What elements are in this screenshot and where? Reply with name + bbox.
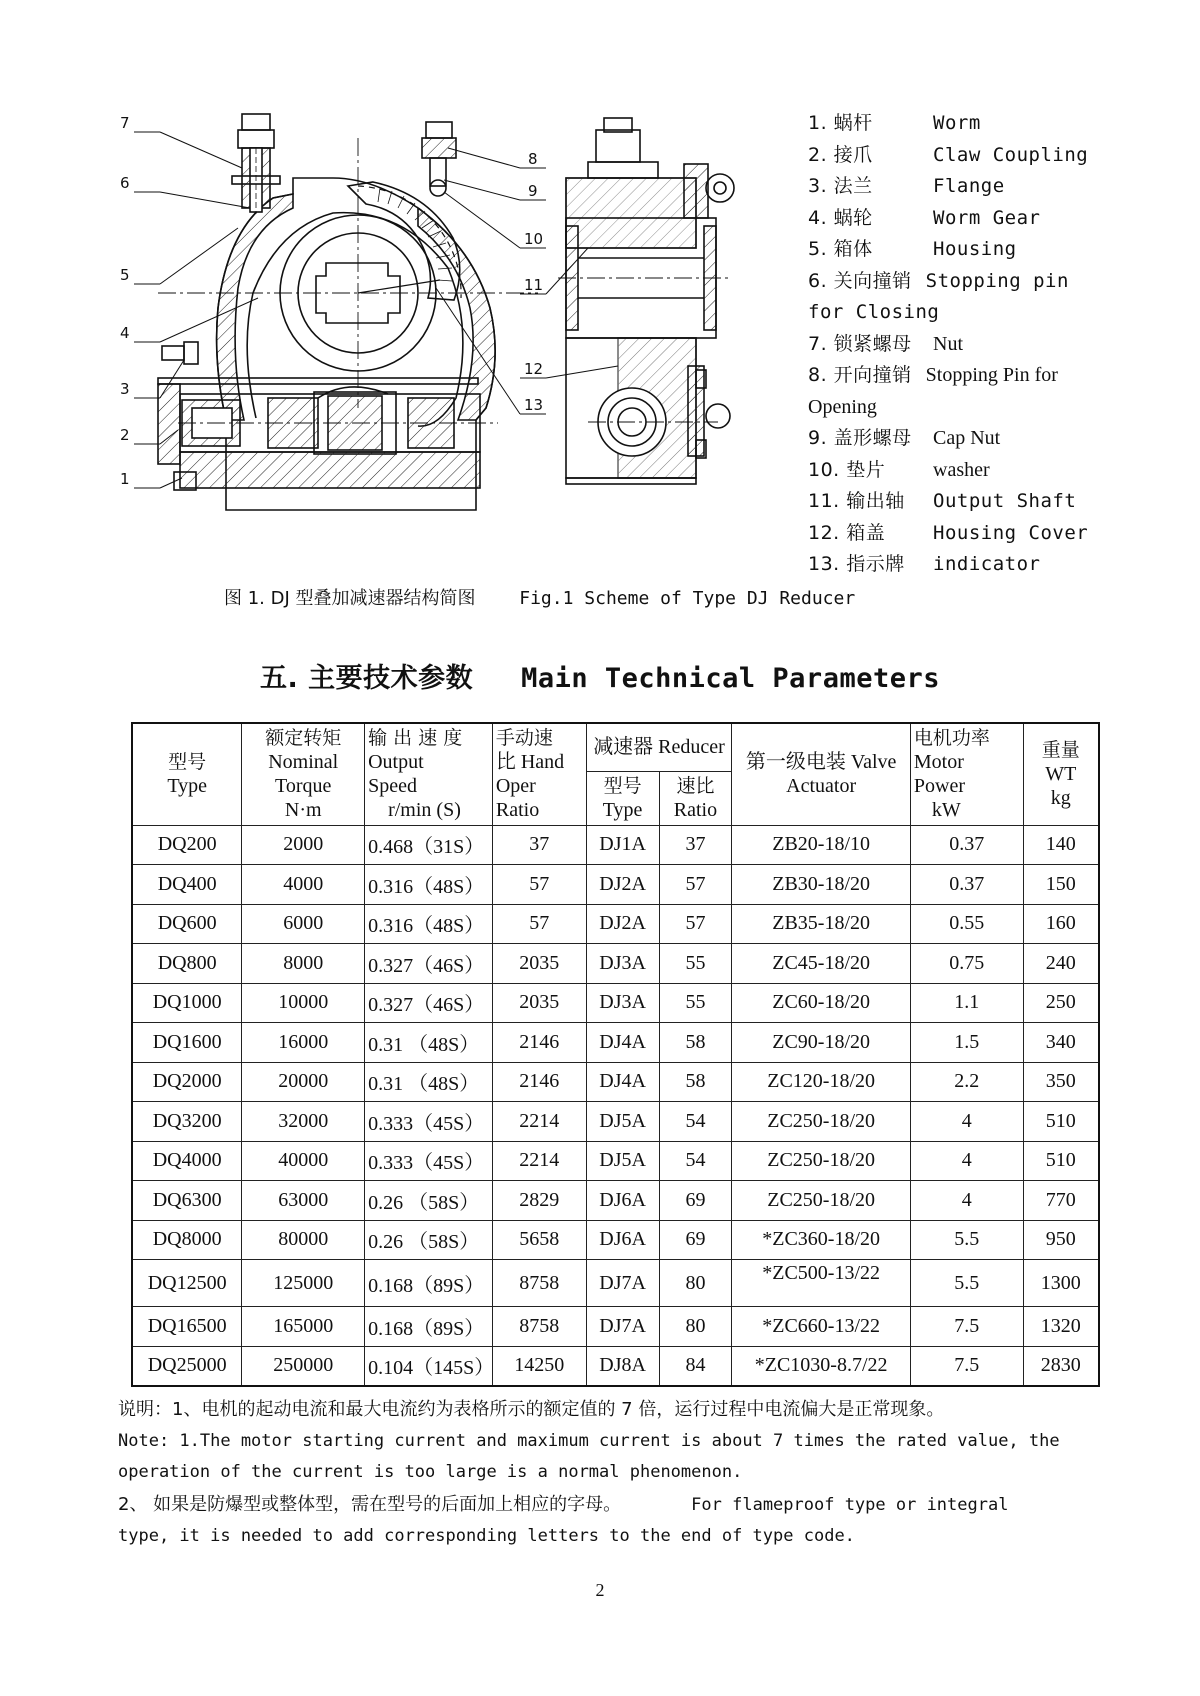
table-cell: DJ3A [586,983,659,1023]
legend-item [808,486,1188,518]
callout-8: 8 [528,150,538,168]
table-cell: ZB30-18/20 [732,865,911,905]
table-cell: 2035 [492,944,586,984]
table-row [132,1346,1099,1386]
table-cell: 69 [659,1181,732,1221]
table-cell: DJ4A [586,1062,659,1102]
table-cell: DQ12500 [132,1260,242,1307]
table-cell: ZB35-18/20 [732,904,911,944]
table-cell: *ZC1030-8.7/22 [732,1346,911,1386]
table-row [132,983,1099,1023]
table-cell: 0.31 （48S） [365,1023,493,1063]
table-cell: DQ400 [132,865,242,905]
note-line-4-cn: 2、 如果是防爆型或整体型，需在型号的后面加上相应的字母。 [118,1493,622,1515]
table-cell: 0.31 （48S） [365,1062,493,1102]
table-cell: 4000 [242,865,365,905]
legend-item-en: Housing Cover [933,521,1089,544]
callout-13: 13 [524,396,544,414]
table-cell: DJ4A [586,1023,659,1063]
technical-parameters-table [131,722,1100,1387]
table-cell: ZB20-18/10 [732,825,911,865]
table-row [132,1181,1099,1221]
callout-11: 11 [524,276,544,294]
header-reducer-ratio: 速比 Ratio [659,771,732,825]
table-cell: 240 [1023,944,1099,984]
legend-item-en: Worm Gear [933,206,1041,229]
table-cell: 350 [1023,1062,1099,1102]
legend-item [808,108,1188,140]
table-cell: 0.333（45S） [365,1141,493,1181]
table-cell: 57 [492,904,586,944]
table-cell: 16000 [242,1023,365,1063]
table-cell: 4 [910,1141,1023,1181]
table-cell: 58 [659,1062,732,1102]
legend-item-en: Nut [933,332,963,355]
table-cell: ZC60-18/20 [732,983,911,1023]
legend-item [808,423,1188,455]
header-reducer-type: 型号 Type [586,771,659,825]
legend-item [808,140,1188,172]
legend-item-en: Claw Coupling [933,143,1089,166]
note-line-1: 说明：1、电机的起动电流和最大电流约为表格所示的额定值的 7 倍，运行过程中电流偏大是正常现象。 [118,1399,945,1420]
table-cell: 150 [1023,865,1099,905]
table-cell: 140 [1023,825,1099,865]
legend-item-en: indicator [933,553,1041,575]
legend-item-cn: 6. 关向撞销 [808,269,912,292]
callout-1: 1 [120,470,130,488]
legend-item-cn: 13. 指示牌 [808,553,905,575]
table-row [132,1141,1099,1181]
callout-5: 5 [120,266,130,284]
table-cell: DQ8000 [132,1220,242,1260]
callout-3: 3 [120,380,130,398]
table-cell: 8758 [492,1260,586,1307]
table-cell: 8758 [492,1307,586,1347]
table-body [132,825,1099,1386]
legend-item-en: Stopping pin [925,269,1069,292]
legend-item-en: Output Shaft [933,490,1077,512]
legend-item-continuation: Opening [808,395,877,418]
table-cell: 55 [659,944,732,984]
table-cell: 55 [659,983,732,1023]
table-cell: DJ7A [586,1307,659,1347]
table-cell: DJ1A [586,825,659,865]
table-row [132,944,1099,984]
header-weight: 重量 WT kg [1023,723,1099,825]
page-number: 2 [595,1580,605,1600]
legend-item-en: Cap Nut [933,427,1001,449]
table-cell: 1300 [1023,1260,1099,1307]
table-cell: 250 [1023,983,1099,1023]
table-cell: 80000 [242,1220,365,1260]
table-cell: 1.5 [910,1023,1023,1063]
table-cell: 7.5 [910,1307,1023,1347]
table-cell: 5.5 [910,1260,1023,1307]
table-row [132,865,1099,905]
table-row [132,825,1099,865]
table-row [132,1023,1099,1063]
table-cell: 5.5 [910,1220,1023,1260]
table-cell: DQ6300 [132,1181,242,1221]
figure-caption-en: Fig.1 Scheme of Type DJ Reducer [519,588,856,609]
table-cell: 4 [910,1102,1023,1142]
table-cell: DJ6A [586,1181,659,1221]
table-cell: DJ7A [586,1260,659,1307]
legend-item-cn: 2. 接爪 [808,143,873,166]
table-cell: 5658 [492,1220,586,1260]
table-cell: 10000 [242,983,365,1023]
header-speed: 输 出 速 度 Output Speed r/min (S) [365,723,493,825]
table-cell: *ZC500-13/22 [732,1260,911,1307]
table-cell: 54 [659,1141,732,1181]
table-cell: 510 [1023,1141,1099,1181]
table-cell: 0.316（48S） [365,865,493,905]
callout-4: 4 [120,324,130,342]
table-cell: 1320 [1023,1307,1099,1347]
table-cell: DQ3200 [132,1102,242,1142]
table-cell: 37 [659,825,732,865]
table-cell: 510 [1023,1102,1099,1142]
legend-item [808,549,1188,581]
callout-10: 10 [524,230,544,248]
table-cell: 0.333（45S） [365,1102,493,1142]
table-cell: ZC250-18/20 [732,1181,911,1221]
table-cell: ZC45-18/20 [732,944,911,984]
legend-item-continuation: for Closing [808,301,940,323]
table-cell: 0.168（89S） [365,1260,493,1307]
section-title [0,656,1200,695]
reducer-structure-drawing [118,108,778,588]
table-cell: 2830 [1023,1346,1099,1386]
legend-item-cn: 5. 箱体 [808,238,873,260]
figure-caption-cn: 图 1. DJ 型叠加减速器结构简图 [224,588,476,609]
table-cell: 84 [659,1346,732,1386]
table-cell: 0.37 [910,865,1023,905]
table-cell: DJ2A [586,904,659,944]
header-reducer: 减速器 Reducer [586,723,732,771]
table-cell: DJ3A [586,944,659,984]
table-cell: 0.327（46S） [365,944,493,984]
parts-legend [808,108,1188,581]
table-cell: 250000 [242,1346,365,1386]
table-cell: 58 [659,1023,732,1063]
table-row [132,1307,1099,1347]
table-cell: 0.104（145S） [365,1346,493,1386]
table-cell: 1.1 [910,983,1023,1023]
table-cell: DQ600 [132,904,242,944]
table-cell: DQ200 [132,825,242,865]
legend-item [808,329,1188,361]
header-torque: 额定转矩 Nominal Torque N·m [242,723,365,825]
legend-item-cn: 9. 盖形螺母 [808,427,912,449]
table-cell: DJ8A [586,1346,659,1386]
table-cell: 14250 [492,1346,586,1386]
table-cell: ZC120-18/20 [732,1062,911,1102]
table-cell: *ZC360-18/20 [732,1220,911,1260]
note-line-4-en: For flameproof type or integral [691,1494,1009,1515]
table-cell: *ZC660-13/22 [732,1307,911,1347]
header-hand-ratio: 手动速 比 Hand Oper Ratio [492,723,586,825]
table-cell: 0.55 [910,904,1023,944]
table-cell: 63000 [242,1181,365,1221]
table-cell: 57 [659,904,732,944]
table-cell: 2000 [242,825,365,865]
table-cell: DJ2A [586,865,659,905]
legend-item-cn: 10. 垫片 [808,458,886,481]
note-line-4 [118,1489,1118,1522]
legend-item [808,234,1188,266]
callout-9: 9 [528,182,538,200]
table-cell: ZC90-18/20 [732,1023,911,1063]
figure-caption [224,584,855,610]
legend-item-en: Worm [933,112,981,134]
table-cell: 57 [659,865,732,905]
table-row [132,1062,1099,1102]
table-cell: 0.75 [910,944,1023,984]
table-cell: 2035 [492,983,586,1023]
legend-item [808,203,1188,235]
notes [118,1394,1118,1553]
table-cell: DQ1000 [132,983,242,1023]
table-row [132,1220,1099,1260]
note-line-2: Note: 1.The motor starting current and maximum current is about 7 times the rated value, the [118,1430,1060,1451]
table-cell: 80 [659,1307,732,1347]
legend-item-cn: 8. 开向撞销 [808,364,912,386]
table-cell: 2214 [492,1102,586,1142]
table-cell: DQ2000 [132,1062,242,1102]
table-cell: DQ1600 [132,1023,242,1063]
legend-item [808,171,1188,203]
table-cell: DJ5A [586,1141,659,1181]
legend-item-en: Stopping Pin for [925,364,1058,386]
table-cell: 340 [1023,1023,1099,1063]
table-cell: 6000 [242,904,365,944]
callout-12: 12 [524,360,544,378]
table-cell: 0.37 [910,825,1023,865]
table-cell: 37 [492,825,586,865]
table-cell: 2146 [492,1023,586,1063]
table-cell: 0.316（48S） [365,904,493,944]
table-cell: 8000 [242,944,365,984]
legend-item-cn: 12. 箱盖 [808,521,886,544]
legend-item [808,455,1188,487]
legend-item-cn: 11. 输出轴 [808,490,905,512]
header-actuator: 第一级电装 Valve Actuator [732,723,911,825]
table-cell: 2829 [492,1181,586,1221]
table-cell: ZC250-18/20 [732,1141,911,1181]
table-cell: 950 [1023,1220,1099,1260]
table-cell: ZC250-18/20 [732,1102,911,1142]
legend-item-en: Flange [933,175,1005,197]
legend-item [808,518,1188,550]
table-cell: 2.2 [910,1062,1023,1102]
table-cell: DJ5A [586,1102,659,1142]
note-line-3: operation of the current is too large is a normal phenomenon. [118,1462,743,1482]
table-cell: 32000 [242,1102,365,1142]
table-row [132,904,1099,944]
table-cell: 0.327（46S） [365,983,493,1023]
table-cell: 0.168（89S） [365,1307,493,1347]
table-cell: 0.26 （58S） [365,1181,493,1221]
legend-item [808,266,1188,298]
table-cell: DQ25000 [132,1346,242,1386]
legend-item-en: Housing [933,238,1017,260]
callout-7: 7 [120,114,130,132]
legend-item-cn: 4. 蜗轮 [808,206,873,229]
legend-item-cn: 3. 法兰 [808,175,873,197]
table-cell: 0.26 （58S） [365,1220,493,1260]
table-cell: DQ4000 [132,1141,242,1181]
table-row [132,1260,1099,1307]
legend-item-cn: 7. 锁紧螺母 [808,332,912,355]
table-cell: 40000 [242,1141,365,1181]
callout-2: 2 [120,426,130,444]
table-cell: 7.5 [910,1346,1023,1386]
legend-item [808,360,1188,392]
table-cell: DQ16500 [132,1307,242,1347]
table-cell: 770 [1023,1181,1099,1221]
legend-item-cn: 1. 蜗杆 [808,112,873,134]
callout-6: 6 [120,174,130,192]
table-cell: 4 [910,1181,1023,1221]
table-cell: 54 [659,1102,732,1142]
table-cell: 2214 [492,1141,586,1181]
table-row [132,1102,1099,1142]
table-cell: 165000 [242,1307,365,1347]
table-cell: 20000 [242,1062,365,1102]
table-cell: 2146 [492,1062,586,1102]
legend-item-en: washer [933,458,990,481]
note-line-5: type, it is needed to add corresponding letters to the end of type code. [118,1526,855,1546]
section-title-en: Main Technical Parameters [521,663,940,694]
table-cell: 160 [1023,904,1099,944]
table-cell: 57 [492,865,586,905]
table-cell: 69 [659,1220,732,1260]
header-power: 电机功率 Motor Power kW [910,723,1023,825]
table-cell: DQ800 [132,944,242,984]
table-cell: 125000 [242,1260,365,1307]
section-title-cn: 五. 主要技术参数 [260,663,474,694]
header-type: 型号 Type [132,723,242,825]
table-cell: DJ6A [586,1220,659,1260]
table-cell: 80 [659,1260,732,1307]
table-cell: 0.468（31S） [365,825,493,865]
